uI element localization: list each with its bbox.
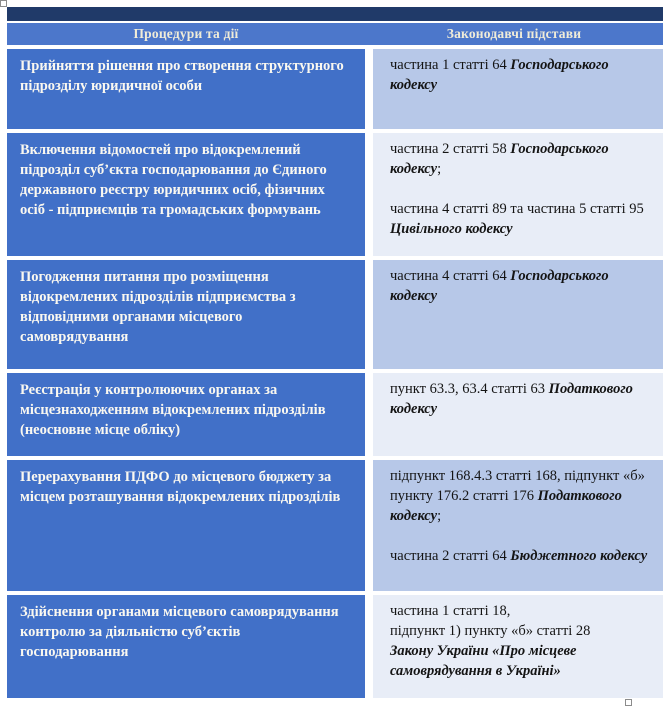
header-legal-basis: Законодавчі підстави bbox=[446, 26, 582, 41]
table-top-strip bbox=[7, 7, 663, 21]
procedure-cell: Здійснення органами місцевого самоврядування контролю за діяльністю суб’єктів господарювання bbox=[7, 595, 365, 698]
procedures-table bbox=[7, 7, 663, 702]
basis-cell: частина 1 статті 64 Господарського кодексу bbox=[373, 49, 663, 129]
procedure-cell: Перерахування ПДФО до місцевого бюджету за місцем розташування відокремлених підрозділів bbox=[7, 460, 365, 591]
table-row bbox=[7, 49, 663, 129]
table-header-row bbox=[7, 23, 663, 45]
procedure-cell: Прийняття рішення про створення структурного підрозділу юридичної особи bbox=[7, 49, 365, 129]
column-divider bbox=[365, 260, 373, 369]
table-row bbox=[7, 260, 663, 369]
basis-cell: частина 1 статті 18, підпункт 1) пункту «б» статті 28 Закону України «Про місцеве самоврядування в Україні» bbox=[373, 595, 663, 698]
column-divider bbox=[365, 595, 373, 698]
table-row bbox=[7, 460, 663, 591]
procedure-cell: Включення відомостей про відокремлений підрозділ суб’єкта господарювання до Єдиного державного реєстру юридичних осіб, фізичних осіб - підприємців та громадських формувань bbox=[7, 133, 365, 256]
column-divider bbox=[365, 460, 373, 591]
column-divider bbox=[365, 373, 373, 456]
table-row bbox=[7, 373, 663, 456]
basis-cell: частина 4 статті 64 Господарського кодексу bbox=[373, 260, 663, 369]
table-body bbox=[7, 49, 663, 698]
procedure-cell: Погодження питання про розміщення відокремлених підрозділів підприємства з відповідними органами місцевого самоврядування bbox=[7, 260, 365, 369]
basis-cell: частина 2 статті 58 Господарського кодексу; частина 4 статті 89 та частина 5 статті 95 Цивільного кодексу bbox=[373, 133, 663, 256]
column-divider bbox=[365, 133, 373, 256]
header-procedures: Процедури та дії bbox=[133, 26, 239, 41]
basis-cell: пункт 63.3, 63.4 статті 63 Податкового кодексу bbox=[373, 373, 663, 456]
table-row bbox=[7, 595, 663, 698]
table-resize-handle-icon[interactable] bbox=[625, 699, 632, 706]
basis-cell: підпункт 168.4.3 статті 168, підпункт «б» пункту 176.2 статті 176 Податкового кодексу; частина 2 статті 64 Бюджетного кодексу bbox=[373, 460, 663, 591]
table-row bbox=[7, 133, 663, 256]
table-move-handle-icon[interactable] bbox=[0, 0, 7, 7]
column-divider bbox=[365, 49, 373, 129]
procedure-cell: Реєстрація у контролюючих органах за місцезнаходженням відокремлених підрозділів (неосновне місце обліку) bbox=[7, 373, 365, 456]
